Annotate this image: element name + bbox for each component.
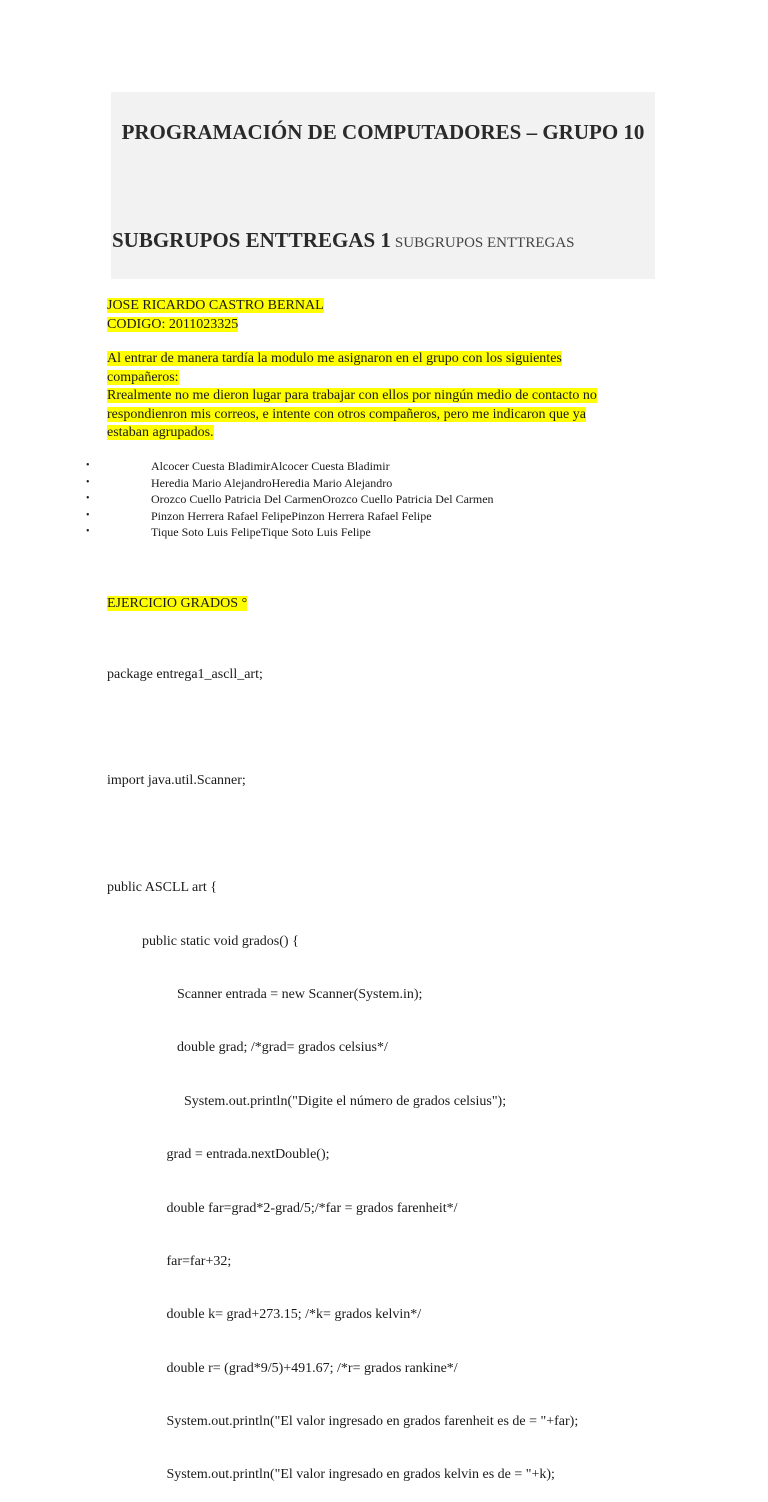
author-name: JOSE RICARDO CASTRO BERNAL: [107, 298, 324, 313]
bullet-icon: •: [86, 476, 90, 488]
member-name: Tique Soto Luis FelipeTique Soto Luis Felipe: [151, 525, 371, 539]
code-line: [107, 826, 578, 844]
bullet-icon: •: [86, 526, 90, 537]
exercise-heading-block: [107, 595, 247, 614]
code-line: package entrega1_ascll_art;: [107, 666, 263, 682]
note-line: respondienron mis correos, e intente con otros compañeros, pero me indicaron que ya: [107, 406, 586, 422]
member-name: Orozco Cuello Patricia Del CarmenOrozco Cuello Patricia Del Carmen: [151, 492, 494, 506]
code-line: double far=grad*2-grad/5;/*far = grados farenheit*/: [107, 1200, 458, 1216]
document-title: PROGRAMACIÓN DE COMPUTADORES – GRUPO 10: [121, 120, 645, 144]
code-line: [107, 719, 578, 737]
author-code: CODIGO: 2011023325: [107, 316, 239, 332]
bullet-icon: •: [86, 509, 90, 521]
code-block: [107, 630, 578, 1502]
subtitle-bold: SUBGRUPOS ENTTREGAS 1: [112, 228, 391, 252]
bullet-icon: •: [86, 493, 90, 504]
code-line: System.out.println("El valor ingresado en grados farenheit es de = "+far);: [107, 1414, 579, 1430]
code-line: System.out.println("Digite el número de grados celsius");: [107, 1093, 507, 1109]
bullet-icon: •: [86, 460, 90, 471]
exercise-heading: EJERCICIO GRADOS °: [107, 596, 248, 611]
note-line: Rrealmente no me dieron lugar para trabajar con ellos por ningún medio de contacto no: [107, 388, 597, 403]
code-line: double k= grad+273.15; /*k= grados kelvin*/: [107, 1307, 422, 1323]
subtitle-light: SUBGRUPOS ENTTREGAS: [394, 235, 575, 251]
note-line: estaban agrupados.: [107, 425, 214, 440]
code-line: far=far+32;: [107, 1253, 232, 1269]
member-name: Alcocer Cuesta BladimirAlcocer Cuesta Bladimir: [151, 459, 390, 473]
author-block: [107, 297, 324, 334]
member-name: Heredia Mario AlejandroHeredia Mario Alejandro: [151, 475, 393, 490]
code-line: Scanner entrada = new Scanner(System.in);: [107, 986, 423, 1002]
code-line: import java.util.Scanner;: [107, 773, 246, 789]
code-line: System.out.println("El valor ingresado en grados kelvin es de = "+k);: [107, 1467, 555, 1483]
code-line: double grad; /*grad= grados celsius*/: [107, 1040, 388, 1056]
code-line: double r= (grad*9/5)+491.67; /*r= grados rankine*/: [107, 1360, 458, 1376]
note-line: compañeros:: [107, 369, 179, 385]
code-line: public static void grados() {: [107, 933, 299, 949]
note-block: [107, 350, 597, 443]
member-name: Pinzon Herrera Rafael FelipePinzon Herrera Rafael Felipe: [151, 508, 432, 523]
code-line: grad = entrada.nextDouble();: [107, 1147, 330, 1163]
note-line: Al entrar de manera tardía la modulo me asignaron en el grupo con los siguientes: [107, 351, 562, 366]
subtitle: [112, 228, 575, 253]
code-line: public ASCLL art {: [107, 880, 218, 896]
